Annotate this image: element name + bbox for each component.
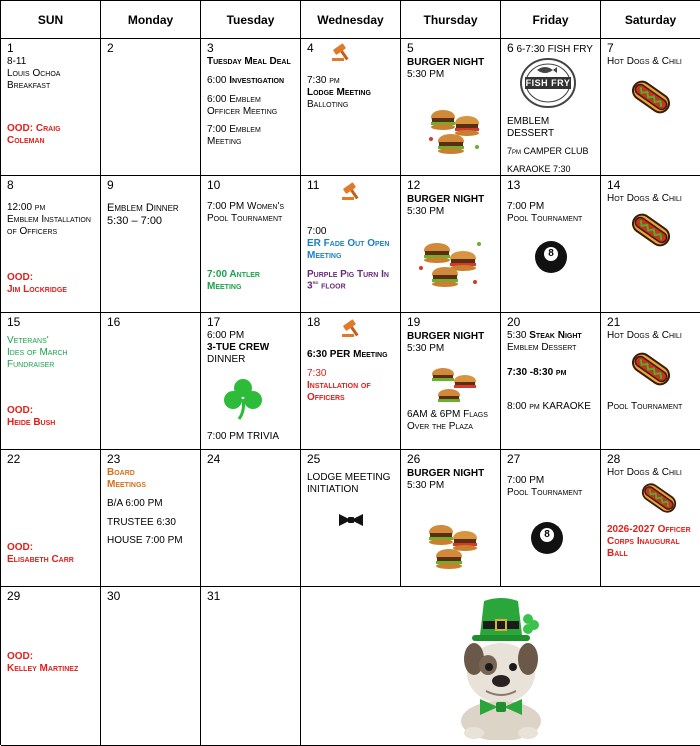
day-number: 25 — [307, 452, 321, 466]
event-time: 7:00 PM — [507, 475, 545, 487]
event-title: 6:30 PER Meeting — [307, 349, 388, 361]
event-title — [507, 330, 594, 342]
leprechaun-bulldog-icon — [446, 595, 556, 740]
shamrock-icon — [223, 377, 263, 421]
event-name: EMBLEM DESSERT — [507, 115, 555, 139]
event-title: Veterans' — [7, 335, 49, 347]
day-number: 29 — [7, 589, 21, 603]
burger-icon — [423, 101, 485, 159]
officer-of-day — [7, 123, 100, 147]
event-time: 7:30 -8:30 pm — [507, 367, 567, 379]
day-number: 21 — [607, 315, 621, 329]
fish-fry-logo — [519, 57, 577, 109]
event-title: Pool Tournament — [507, 212, 583, 224]
day-number: 3 — [207, 41, 214, 55]
header-sun: SUN — [1, 1, 101, 39]
day-number: 20 — [507, 315, 521, 329]
day-cell-4[interactable] — [301, 39, 401, 176]
event-title: BURGER NIGHT — [407, 331, 485, 343]
event-title: Pool Tournament — [507, 486, 583, 498]
event-title: 7:00 PM Women's Pool Tournament — [207, 201, 285, 224]
day-cell-1[interactable] — [1, 39, 101, 176]
day-cell-24[interactable] — [201, 450, 301, 587]
event-name: Emblem Dessert — [507, 341, 577, 353]
event-title: ER Fade Out Open Meeting — [307, 237, 390, 261]
event-time: 7:30 — [307, 367, 327, 379]
event-name: Emblem Installation of Officers — [7, 213, 91, 237]
day-cell-21[interactable] — [601, 313, 700, 450]
day-number: 2 — [107, 41, 114, 55]
ood-name: Kelley Martinez — [7, 662, 79, 674]
day-number: 26 — [407, 452, 421, 466]
day-cell-18[interactable] — [301, 313, 401, 450]
logo-text: FISH FRY — [525, 78, 571, 88]
day-number: 4 — [307, 41, 314, 55]
hot-dog-icon — [629, 210, 673, 250]
officer-of-day — [7, 542, 74, 566]
day-cell-3[interactable] — [201, 39, 301, 176]
burger-icon — [425, 361, 481, 409]
day-number: 30 — [107, 589, 121, 603]
event-time: 8-11 — [7, 56, 27, 68]
event-time: 5:30 — [507, 329, 530, 341]
event-name: Louis Ochoa — [7, 67, 61, 79]
header-thursday: Thursday — [401, 1, 501, 39]
event-title: 8:00 pm KARAOKE — [507, 401, 591, 413]
eight-ball-icon — [535, 241, 567, 273]
event-title: 7:00 Antler Meeting — [207, 268, 260, 292]
day-number: 1 — [7, 41, 14, 55]
event-title: Fundraiser — [7, 358, 55, 370]
event-time: 7:00 PM — [507, 201, 545, 213]
event-time: TRUSTEE 6:30 — [107, 516, 176, 528]
eight-ball-number: 8 — [540, 528, 554, 542]
event-name: Steak Night — [529, 329, 582, 341]
header-wednesday: Wednesday — [301, 1, 401, 39]
bow-tie-icon — [339, 514, 363, 526]
event-title: Lodge Meeting — [307, 86, 371, 98]
day-number: 9 — [107, 178, 114, 192]
ood-label: OOD: — [7, 542, 34, 553]
day-number: 8 — [7, 178, 14, 192]
event-title: Hot Dogs & Chili — [607, 467, 682, 479]
day-cell-9[interactable] — [101, 176, 201, 313]
day-cell-22[interactable] — [1, 450, 101, 587]
day-number: 22 — [7, 452, 21, 466]
hot-dog-icon — [639, 480, 679, 516]
day-number: 10 — [207, 178, 221, 192]
event-time: 5:30 PM — [407, 68, 445, 80]
eight-ball-icon — [531, 522, 563, 554]
day-number: 13 — [507, 178, 521, 192]
gavel-icon — [331, 41, 353, 61]
day-cell-30[interactable] — [101, 587, 201, 746]
day-number: 19 — [407, 315, 421, 329]
event-title: BURGER NIGHT — [407, 468, 485, 480]
day-number: 17 — [207, 315, 221, 329]
event-time: 5:30 PM — [407, 205, 445, 217]
event-title: BURGER NIGHT — [407, 194, 485, 206]
header-tuesday: Tuesday — [201, 1, 301, 39]
event-name: Breakfast — [7, 79, 51, 91]
day-number: 5 — [407, 41, 414, 55]
header-saturday: Saturday — [601, 1, 700, 39]
event-text: floor — [318, 280, 346, 292]
day-number: 28 — [607, 452, 621, 466]
officer-of-day — [7, 651, 78, 675]
day-cell-26[interactable] — [401, 450, 501, 587]
day-cell-27[interactable] — [501, 450, 601, 587]
event-title: Ides of March — [7, 346, 68, 358]
event-title: LODGE MEETING — [307, 472, 391, 484]
day-cell-25[interactable] — [301, 450, 401, 587]
officer-of-day — [7, 405, 55, 429]
day-cell-2[interactable] — [101, 39, 201, 176]
day-number: 15 — [7, 315, 21, 329]
event-time: 5:30 PM — [407, 342, 445, 354]
day-cell-23[interactable] — [101, 450, 201, 587]
event-name: Tuesday Meal Deal — [207, 56, 291, 68]
day-number: 6 — [507, 41, 514, 55]
event-title: Investigation — [229, 74, 285, 86]
day-cell-16[interactable] — [101, 313, 201, 450]
ood-label: OOD: — [7, 123, 34, 134]
event-name: DINNER — [207, 353, 246, 365]
day-cell-13[interactable] — [501, 176, 601, 313]
day-cell-8[interactable] — [1, 176, 101, 313]
day-cell-12[interactable] — [401, 176, 501, 313]
event-name — [207, 75, 294, 87]
event-time: 7:30 pm — [307, 75, 340, 87]
day-number: 12 — [407, 178, 421, 192]
event-title: 2026-2027 Officer Corps Inaugural Ball — [607, 524, 691, 559]
event-name: 7pm CAMPER CLUB — [507, 146, 589, 157]
day-cell-28[interactable] — [601, 450, 700, 587]
event-title: 6AM & 6PM Flags Over the Plaza — [407, 409, 488, 432]
day-number: 31 — [207, 589, 221, 603]
event-title: Hot Dogs & Chili — [607, 193, 682, 205]
event-time: B/A 6:00 PM — [107, 497, 163, 509]
event-time: HOUSE 7:00 PM — [107, 535, 183, 547]
day-cell-11[interactable] — [301, 176, 401, 313]
burger-icon — [421, 516, 483, 574]
event-title: BURGER NIGHT — [407, 57, 485, 69]
event-title: Board Meetings — [107, 467, 147, 490]
ood-name: Elisabeth Carr — [7, 553, 74, 565]
day-number: 24 — [207, 452, 221, 466]
event-text: rd — [312, 280, 319, 287]
event-title: 6-7:30 FISH FRY — [516, 44, 593, 55]
day-number: 27 — [507, 452, 521, 466]
event-title: Hot Dogs & Chili — [607, 330, 682, 342]
gavel-icon — [341, 317, 363, 337]
ood-label: OOD: — [7, 651, 34, 662]
event-title: 3-TUE CREW — [207, 341, 270, 353]
day-cell-19[interactable] — [401, 313, 501, 450]
event-time: 12:00 pm — [7, 202, 46, 214]
eight-ball-number: 8 — [544, 247, 558, 261]
ood-name: Heide Bush — [7, 416, 56, 428]
event-title: 7:00 PM TRIVIA — [207, 431, 280, 442]
burger-icon — [415, 232, 485, 292]
day-cell-6[interactable] — [501, 39, 601, 176]
header-friday: Friday — [501, 1, 601, 39]
event-time: 6:00 — [207, 74, 230, 86]
day-cell-5[interactable] — [401, 39, 501, 176]
event-time: 6:00 PM — [207, 330, 245, 342]
day-number: 16 — [107, 315, 121, 329]
day-number: 7 — [607, 41, 614, 55]
day-number: 23 — [107, 452, 121, 466]
event-title: Pool Tournament — [607, 401, 683, 412]
ood-name: Jim Lockridge — [7, 283, 67, 295]
ood-name: Craig Coleman — [7, 123, 61, 146]
event-name: INITIATION — [307, 483, 359, 495]
decoration-area — [301, 587, 700, 746]
officer-of-day — [7, 272, 67, 296]
event-title: Hot Dogs & Chili — [607, 56, 682, 68]
event-time: 5:30 PM — [407, 479, 445, 491]
hot-dog-icon — [629, 77, 673, 117]
event-text: Purple Pig Turn In 3 — [307, 268, 389, 292]
event-name: 7:00 Emblem Meeting — [207, 124, 261, 148]
event-name: KARAOKE 7:30 — [507, 164, 571, 174]
event-name: Balloting — [307, 98, 349, 110]
day-cell-31[interactable] — [201, 587, 301, 746]
day-number: 11 — [307, 178, 320, 192]
hot-dog-icon — [629, 349, 673, 389]
event-title: Installation of Officers — [307, 379, 371, 403]
header-monday: Monday — [101, 1, 201, 39]
day-cell-7[interactable] — [601, 39, 700, 176]
day-cell-10[interactable] — [201, 176, 301, 313]
ood-label: OOD: — [7, 405, 34, 416]
event-title — [307, 269, 394, 293]
event-time: 7:00 — [307, 226, 327, 238]
event-time: 5:30 – 7:00 — [107, 215, 163, 228]
day-cell-14[interactable] — [601, 176, 700, 313]
day-number: 18 — [307, 315, 321, 329]
day-cell-15[interactable] — [1, 313, 101, 450]
day-cell-29[interactable] — [1, 587, 101, 746]
day-number: 14 — [607, 178, 621, 192]
ood-label: OOD: — [7, 272, 34, 283]
day-cell-17[interactable] — [201, 313, 301, 450]
event-title: Emblem Dinner — [107, 202, 179, 215]
day-cell-20[interactable] — [501, 313, 601, 450]
gavel-icon — [341, 180, 363, 200]
event-name: 6:00 Emblem Officer Meeting — [207, 93, 278, 117]
